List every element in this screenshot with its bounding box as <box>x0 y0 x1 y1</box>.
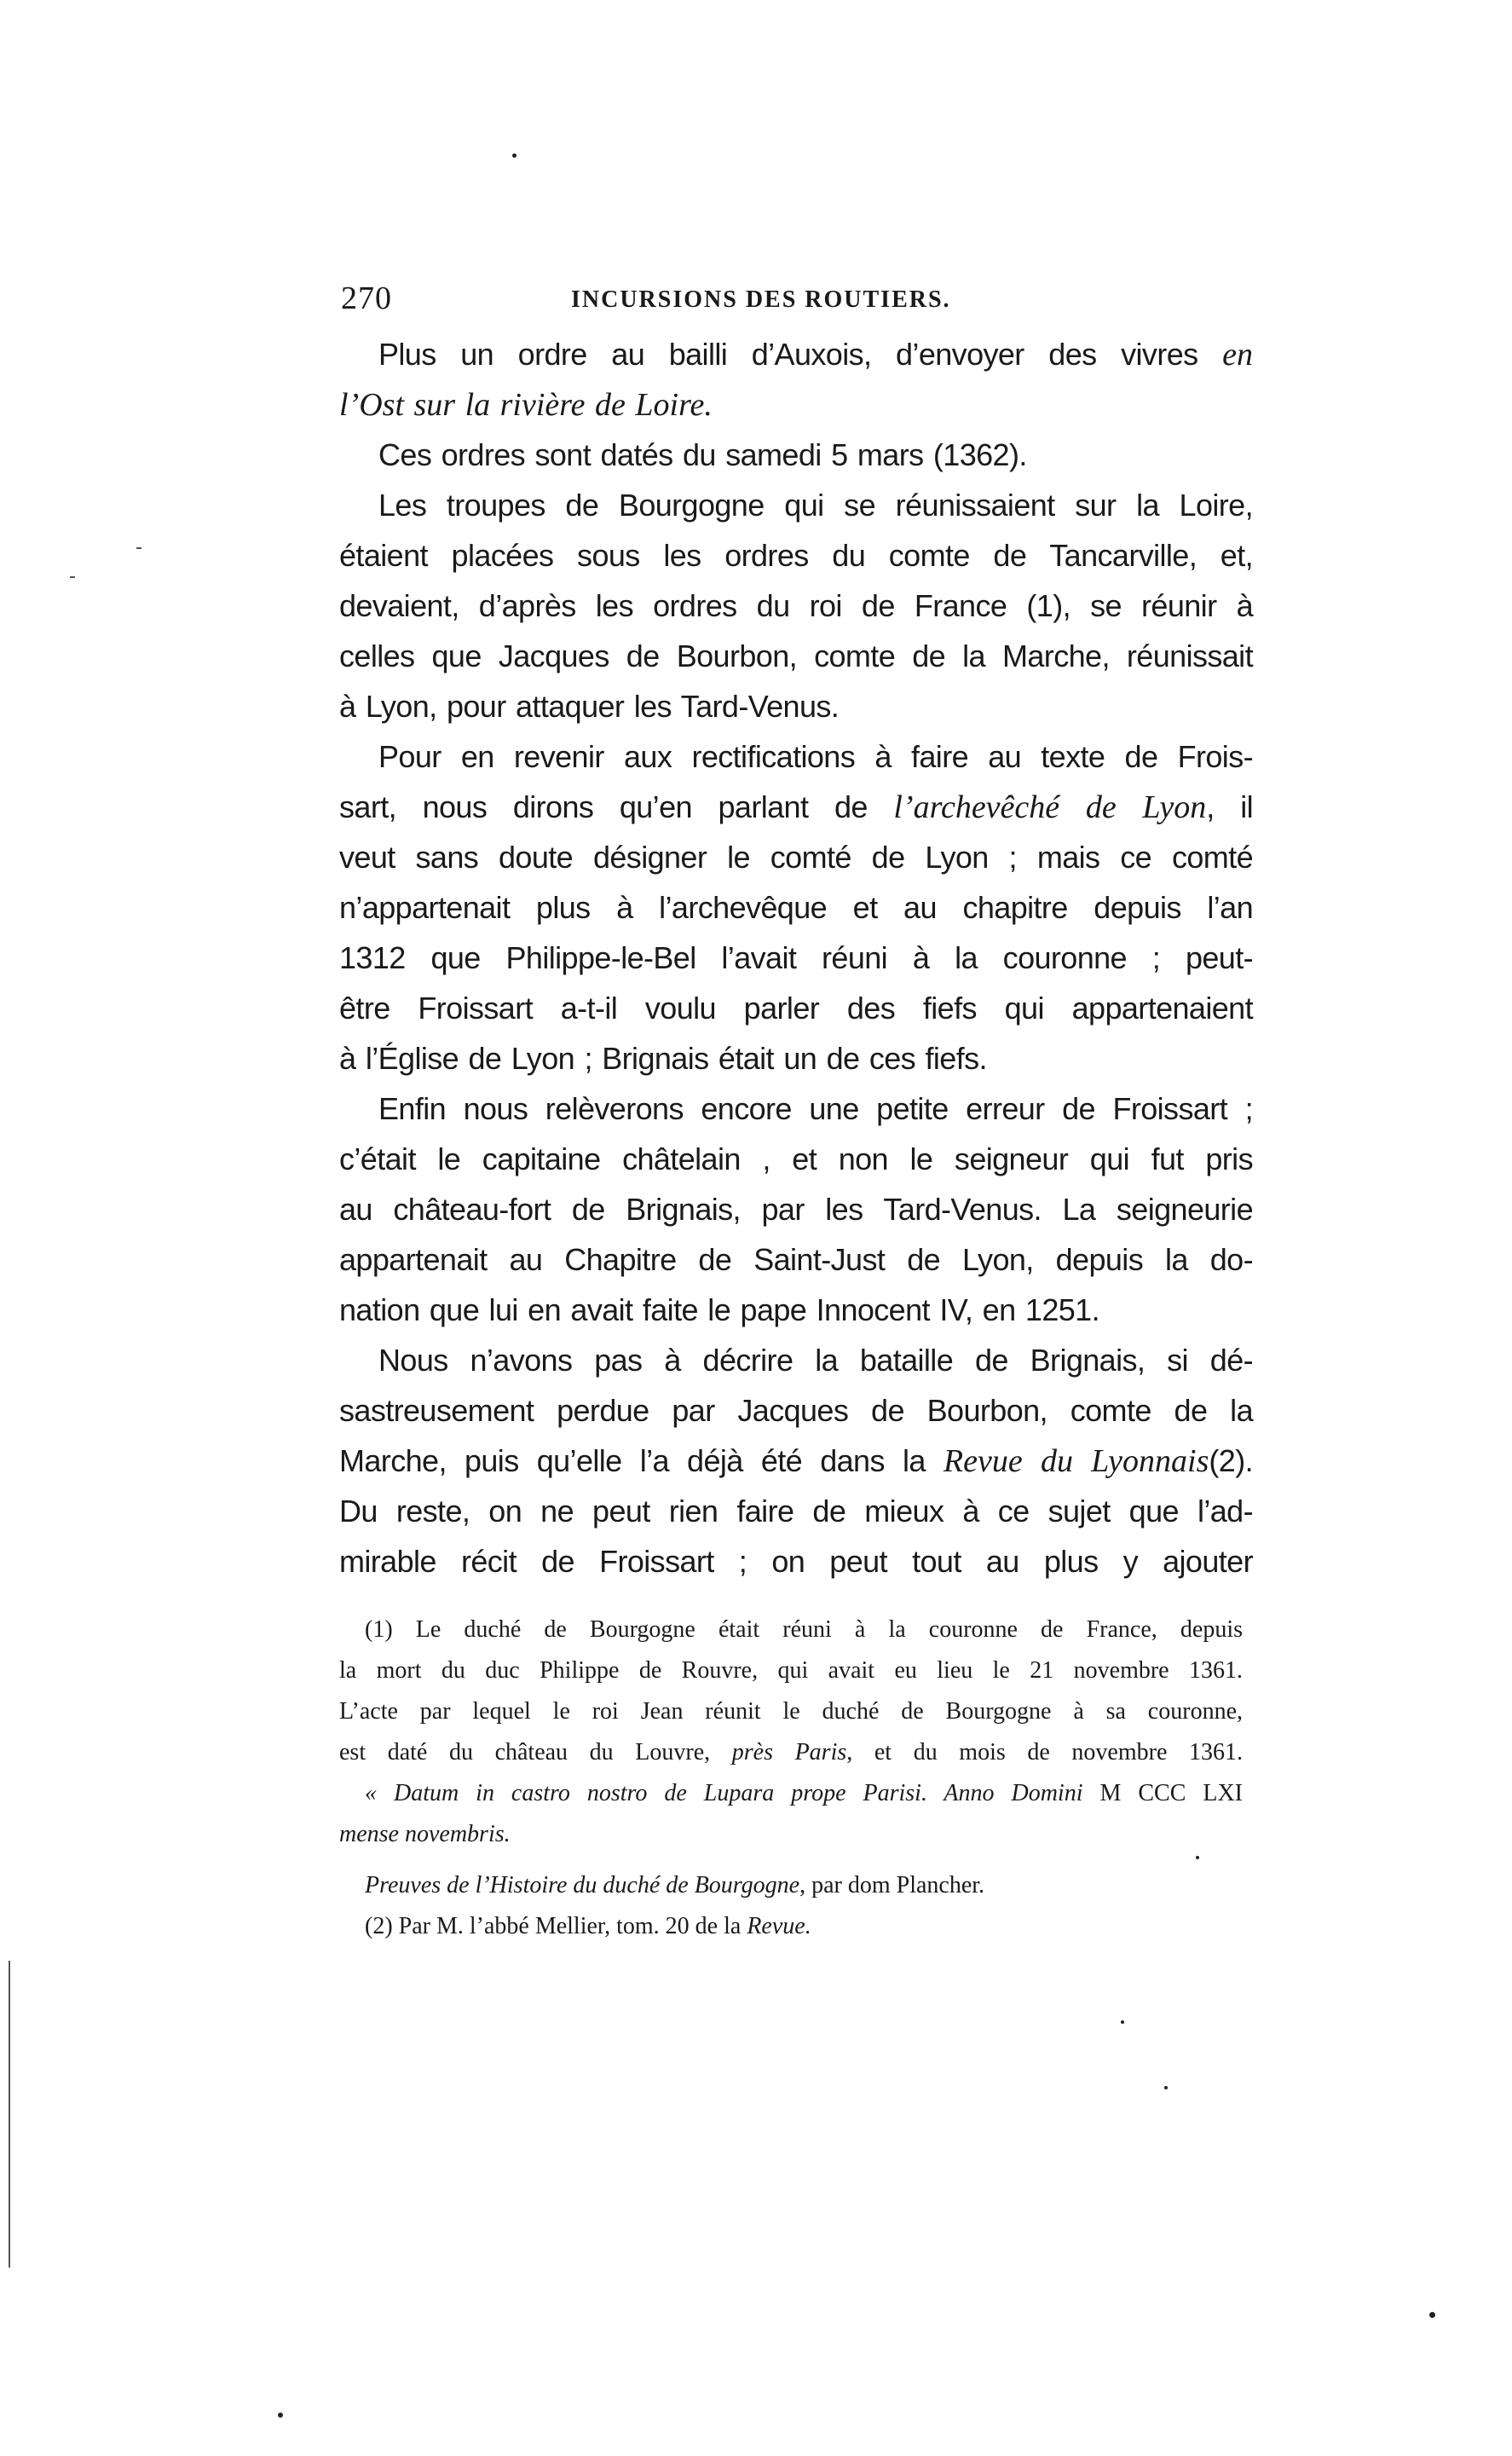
paragraph-line: 1312 que Philippe-le-Bel l’avait réuni à la couronne ; peut- <box>339 940 1253 975</box>
paragraph-line: Marche, puis qu’elle l’a déjà été dans la Revue du Lyonnais(2). <box>339 1443 1253 1479</box>
footnote-line: (1) Le duché de Bourgogne était réuni à la couronne de France, depuis <box>365 1616 1243 1643</box>
ink-speck <box>1196 1856 1199 1859</box>
ink-speck <box>1429 2312 1435 2318</box>
paragraph-line: au château-fort de Brignais, par les Tard-Venus. La seigneurie <box>339 1192 1253 1227</box>
footnote-line: mense novembris. <box>339 1821 511 1847</box>
footnote-line: (2) Par M. l’abbé Mellier, tom. 20 de la Revue. <box>365 1913 811 1939</box>
paragraph-line: sart, nous dirons qu’en parlant de l’archevêché de Lyon, il <box>339 789 1253 825</box>
paragraph-line: Les troupes de Bourgogne qui se réunissaient sur la Loire, <box>378 488 1253 523</box>
paragraph-line: à Lyon, pour attaquer les Tard-Venus. <box>339 689 840 724</box>
paragraph-line: Du reste, on ne peut rien faire de mieux à ce sujet que l’ad- <box>339 1494 1253 1528</box>
paragraph-line: veut sans doute désigner le comté de Lyon ; mais ce comté <box>339 840 1253 875</box>
page-edge-mark <box>136 547 141 549</box>
paragraph-line: Enfin nous relèverons encore une petite erreur de Froissart ; <box>378 1091 1253 1126</box>
page-number: 270 <box>341 280 392 316</box>
ink-speck <box>278 2413 283 2418</box>
paragraph-line: l’Ost sur la rivière de Loire. <box>339 387 713 423</box>
paragraph-line: Plus un ordre au bailli d’Auxois, d’envoyer des vivres en <box>378 337 1253 373</box>
page-edge-mark <box>70 576 75 578</box>
footnotes <box>339 1609 1243 1947</box>
footnote-line: « Datum in castro nostro de Lupara prope Parisi. Anno Domini M CCC LXI <box>365 1780 1244 1806</box>
paragraph-line: celles que Jacques de Bourbon, comte de la Marche, réunissait <box>339 639 1253 673</box>
paragraph-line: n’appartenait plus à l’archevêque et au chapitre depuis l’an <box>339 890 1253 925</box>
running-head <box>341 274 1261 326</box>
paragraph-line: c’était le capitaine châtelain , et non le seigneur qui fut pris <box>339 1141 1253 1176</box>
paragraph-line: appartenait au Chapitre de Saint-Just de Lyon, depuis la do- <box>339 1242 1253 1277</box>
paragraph-line: nation que lui en avait faite le pape Innocent IV, en 1251. <box>339 1292 1099 1327</box>
footnote-line: L’acte par lequel le roi Jean réunit le duché de Bourgogne à sa couronne, <box>339 1698 1243 1725</box>
ink-speck <box>1121 2020 1124 2024</box>
paragraph-line: Ces ordres sont datés du samedi 5 mars (1362). <box>378 437 1027 472</box>
paragraph-line: devaient, d’après les ordres du roi de France (1), se réunir à <box>339 588 1253 623</box>
ink-speck <box>1164 2086 1168 2089</box>
ink-speck <box>512 153 517 158</box>
paragraph-line: à l’Église de Lyon ; Brignais était un de ces fiefs. <box>339 1041 987 1076</box>
paragraph-line: mirable récit de Froissart ; on peut tout au plus y ajouter <box>339 1544 1253 1579</box>
running-title: INCURSIONS DES ROUTIERS. <box>571 286 951 313</box>
paragraph-line: sastreusement perdue par Jacques de Bourbon, comte de la <box>339 1393 1253 1428</box>
paragraph-line: être Froissart a-t-il voulu parler des fiefs qui appartenaient <box>339 991 1253 1026</box>
footnote-line: Preuves de l’Histoire du duché de Bourgogne, par dom Plancher. <box>365 1872 985 1898</box>
paragraph-line: Pour en revenir aux rectifications à faire au texte de Frois- <box>378 739 1253 774</box>
footnote-line: la mort du duc Philippe de Rouvre, qui avait eu lieu le 21 novembre 1361. <box>339 1657 1243 1684</box>
paragraph-line: Nous n’avons pas à décrire la bataille de Brignais, si dé- <box>378 1343 1253 1378</box>
footnote-line: est daté du château du Louvre, près Paris, et du mois de novembre 1361. <box>339 1739 1243 1765</box>
page-edge-mark <box>9 1961 10 2268</box>
paragraph-line: étaient placées sous les ordres du comte de Tancarville, et, <box>339 538 1253 573</box>
body-text <box>339 329 1253 1586</box>
